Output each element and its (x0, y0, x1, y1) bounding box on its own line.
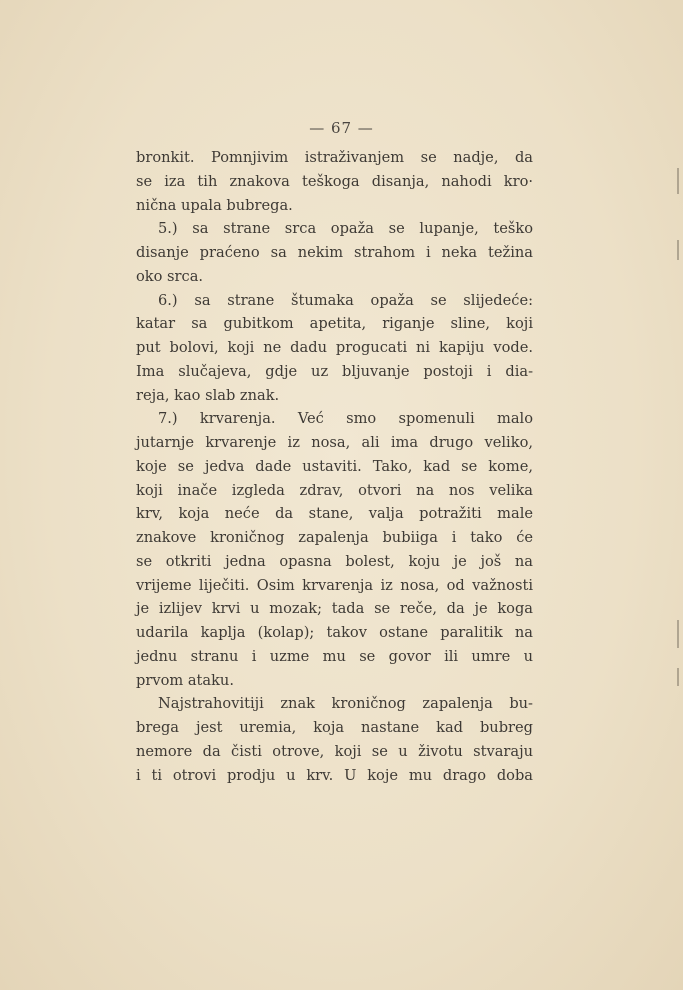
text-line: koje se jedva dade ustaviti. Tako, kad se kome, (136, 457, 533, 475)
text-line: koji inače izgleda zdrav, otvori na nos velika (136, 481, 533, 499)
text-line: se iza tih znakova teškoga disanja, nahodi kro· (136, 172, 533, 190)
text-line: Najstrahovitiji znak kroničnog zapalenja bu- (158, 695, 533, 713)
page-edge-mark (677, 168, 679, 194)
text-line: oko srca. (136, 267, 204, 285)
text-line: Ima slučajeva, gdje uz bljuvanje postoji i dia- (136, 362, 533, 380)
text-line: je izlijev krvi u mozak; tada se reče, da je koga (136, 600, 533, 618)
text-line: nemore da čisti otrove, koji se u životu stvaraju (136, 742, 533, 760)
text-line: katar sa gubitkom apetita, riganje sline, koji (136, 315, 533, 333)
text-line: brega jest uremia, koja nastane kad bubreg (136, 719, 533, 736)
text-line: jutarnje krvarenje iz nosa, ali ima drugo veliko, (136, 434, 533, 451)
text-line: krv, koja neće da stane, valja potražiti male (136, 505, 533, 523)
text-line: reja, kao slab znak. (136, 386, 280, 404)
text-line: 5.) sa strane srca opaža se lupanje, teško (158, 220, 533, 238)
text-line: i ti otrovi prodju u krv. U koje mu drago doba (136, 766, 533, 784)
text-line: put bolovi, koji ne dadu progucati ni kapiju vode. (136, 339, 533, 356)
text-line: jednu stranu i uzme mu se govor ili umre u (136, 647, 533, 665)
page-edge-mark (677, 668, 679, 686)
text-line: prvom ataku. (136, 671, 234, 689)
text-line: znakove kroničnog zapalenja bubiiga i tako će (136, 529, 533, 546)
text-line: nična upala bubrega. (136, 196, 293, 214)
text-line: 7.) krvarenja. Već smo spomenuli malo (158, 410, 533, 428)
text-line: udarila kaplja (kolap); takov ostane paralitik na (136, 624, 533, 641)
page-edge-mark (677, 240, 679, 260)
text-line: disanje praćeno sa nekim strahom i neka težina (136, 244, 533, 261)
body-text (136, 146, 533, 787)
text-line: 6.) sa strane štumaka opaža se slijedeće: (158, 291, 533, 309)
text-line: vrijeme liječiti. Osim krvarenja iz nosa, od važnosti (136, 576, 533, 594)
page-number: — 67 — (309, 119, 374, 137)
page-edge-mark (677, 620, 679, 648)
text-line: se otkriti jedna opasna bolest, koju je još na (136, 552, 533, 570)
text-line: bronkit. Pomnjivim istraživanjem se nadje, da (136, 149, 533, 166)
